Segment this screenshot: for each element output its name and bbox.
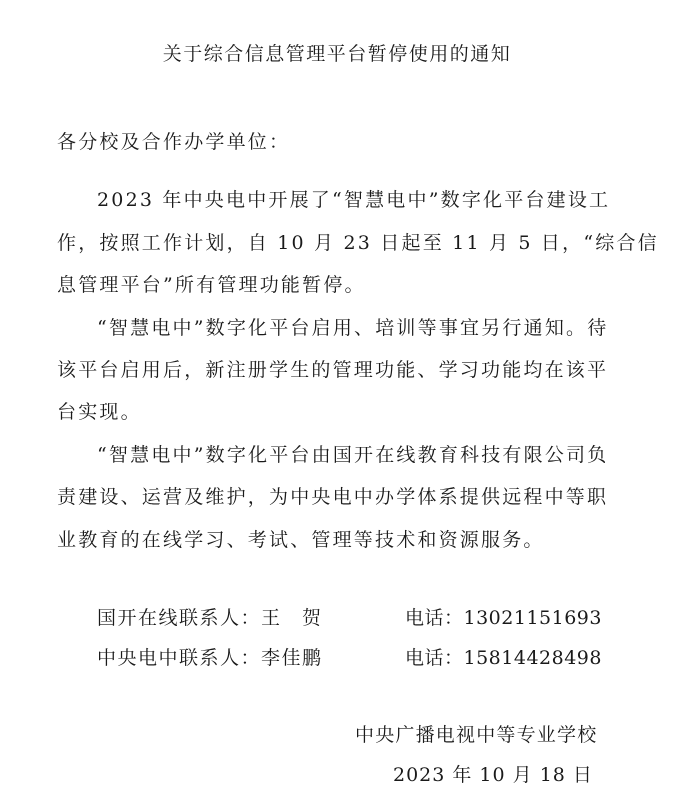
salutation: 各分校及合作办学单位： [57,131,291,153]
paragraph-2-line: 台实现。 [57,401,142,423]
paragraph-2-line: “智慧电中”数字化平台启用、培训等事宜另行通知。待 [97,317,609,339]
contact-phone: 电话：13021151693 [405,607,602,629]
paragraph-3-line: “智慧电中”数字化平台由国开在线教育科技有限公司负 [97,444,609,466]
paragraph-3-line: 业教育的在线学习、考试、管理等技术和资源服务。 [57,529,545,551]
contact-phone: 电话：15814428498 [405,647,602,669]
paragraph-1-line: 作，按照工作计划，自 10 月 23 日起至 11 月 5 日，“综合信 [57,232,659,254]
signature-organization: 中央广播电视中等专业学校 [355,724,598,746]
paragraph-1-line: 2023 年中央电中开展了“智慧电中”数字化平台建设工 [97,189,611,211]
contact-label: 中央电中联系人：李佳鹏 [97,647,323,669]
document-title: 关于综合信息管理平台暂停使用的通知 [162,43,512,65]
signature-date: 2023 年 10 月 18 日 [393,764,593,786]
paragraph-1-line: 息管理平台”所有管理功能暂停。 [57,274,366,296]
contact-label: 国开在线联系人：王 贺 [97,607,323,629]
paragraph-2-line: 该平台启用后，新注册学生的管理功能、学习功能均在该平 [57,359,609,381]
paragraph-3-line: 责建设、运营及维护，为中央电中办学体系提供远程中等职 [57,486,609,508]
